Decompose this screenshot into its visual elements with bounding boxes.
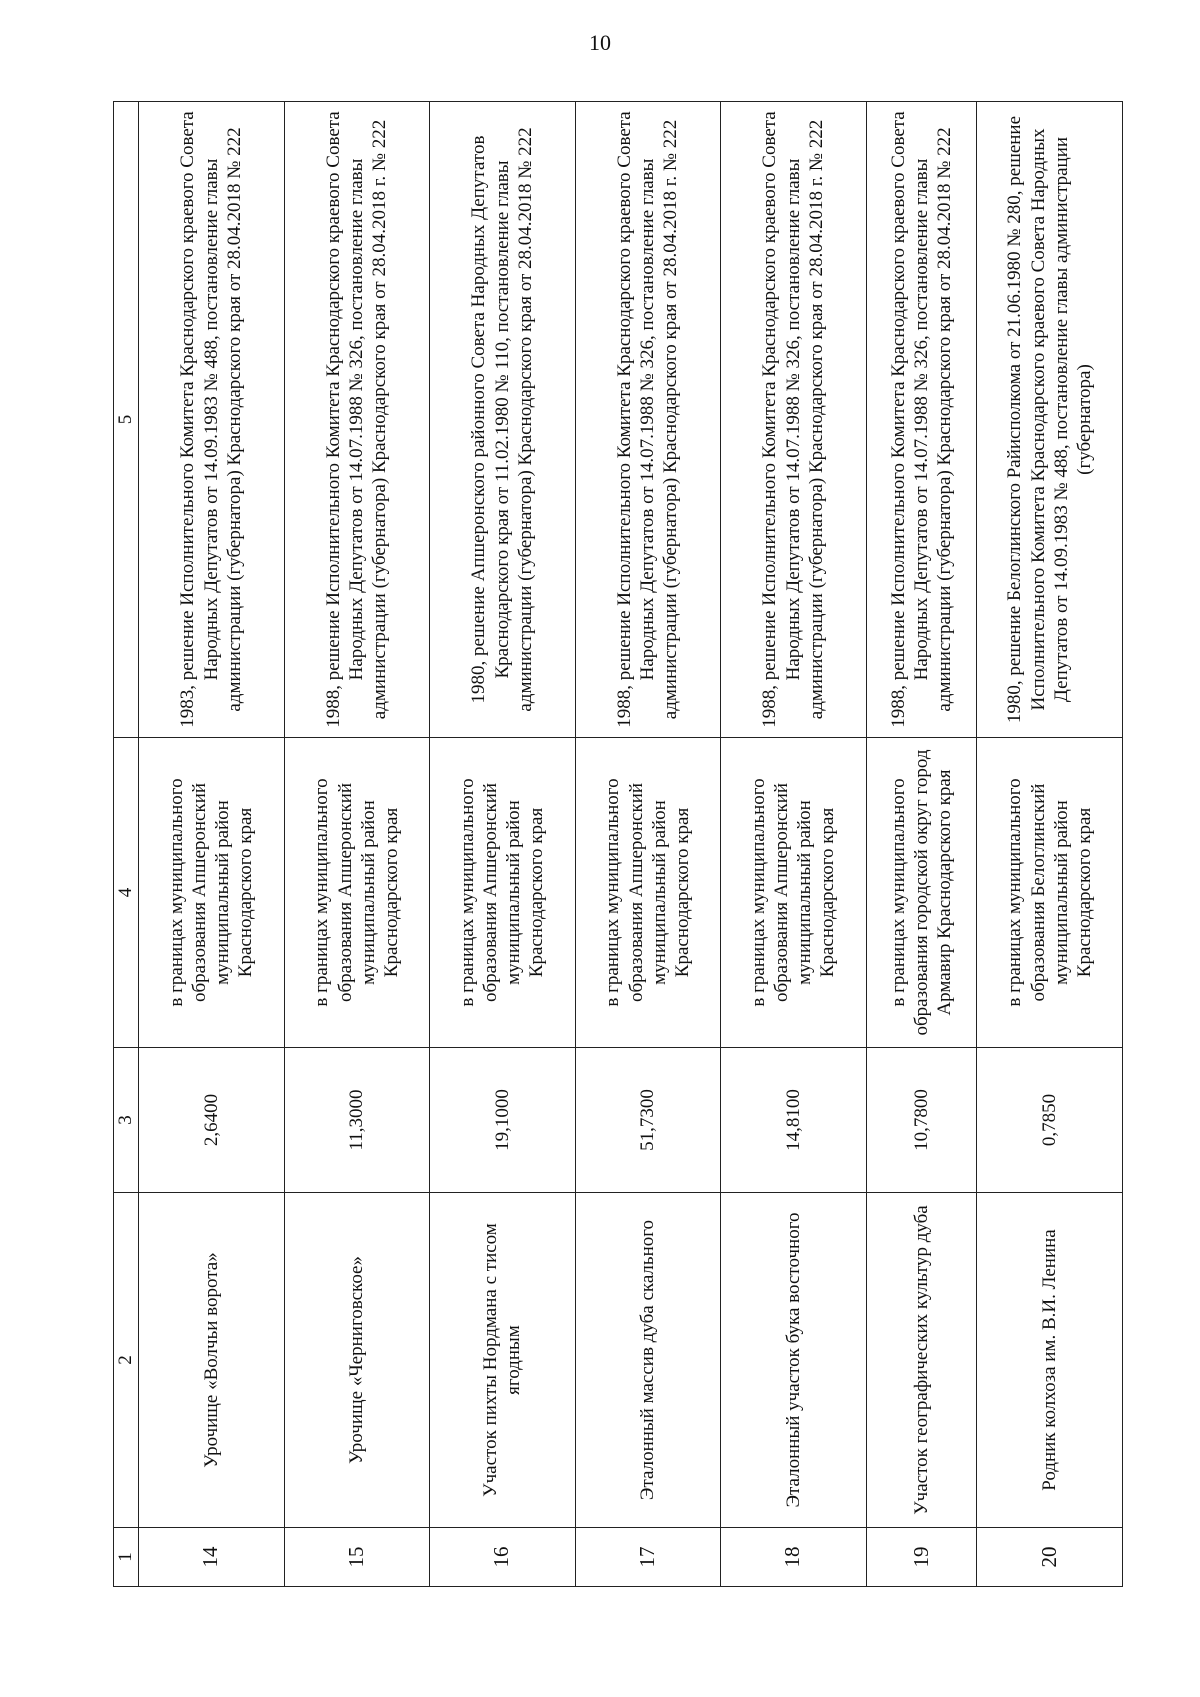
row-area: 14,8100 xyxy=(721,1048,867,1193)
row-location: в границах муниципального образования Апшеронский муниципальный район Краснодарского края xyxy=(721,738,867,1048)
row-document: 1988, решение Исполнительного Комитета Краснодарского краевого Совета Народных Депутатов от 14.07.1988 № 326, постановление главы администрации (губернатора) Краснодарского края от 28.04.2018 № 222 xyxy=(866,102,977,738)
table-row xyxy=(977,102,1123,1587)
table-row xyxy=(721,102,867,1587)
header-col-3: 3 xyxy=(114,1048,139,1193)
protected-areas-table xyxy=(113,101,1123,1587)
header-col-1: 1 xyxy=(114,1528,139,1587)
row-name: Родник колхоза им. В.И. Ленина xyxy=(977,1193,1123,1528)
row-number: 20 xyxy=(977,1528,1123,1587)
header-col-2: 2 xyxy=(114,1193,139,1528)
row-number: 17 xyxy=(575,1528,721,1587)
row-area: 2,6400 xyxy=(139,1048,285,1193)
row-location: в границах муниципального образования городской округ город Армавир Краснодарского края xyxy=(866,738,977,1048)
row-area: 19,1000 xyxy=(430,1048,576,1193)
table-row xyxy=(139,102,285,1587)
row-name: Эталонный участок бука восточного xyxy=(721,1193,867,1528)
row-number: 18 xyxy=(721,1528,867,1587)
row-number: 15 xyxy=(284,1528,430,1587)
row-name: Урочище «Черниговское» xyxy=(284,1193,430,1528)
row-name: Участок пихты Нордмана с тисом ягодным xyxy=(430,1193,576,1528)
row-area: 0,7850 xyxy=(977,1048,1123,1193)
row-document: 1980, решение Белоглинского Райисполкома от 21.06.1980 № 280, решение Исполнительного Комитета Краснодарского краевого Совета Народных Депутатов от 14.09.1983 № 488, постановление главы администрации (губернатора) xyxy=(977,102,1123,738)
row-location: в границах муниципального образования Апшеронский муниципальный район Краснодарского края xyxy=(284,738,430,1048)
row-area: 51,7300 xyxy=(575,1048,721,1193)
table-row xyxy=(866,102,977,1587)
row-number: 16 xyxy=(430,1528,576,1587)
header-col-4: 4 xyxy=(114,738,139,1048)
row-name: Участок географических культур дуба xyxy=(866,1193,977,1528)
table-frame xyxy=(113,102,1123,1587)
page-number: 10 xyxy=(589,30,611,55)
row-area: 11,3000 xyxy=(284,1048,430,1193)
row-document: 1988, решение Исполнительного Комитета Краснодарского краевого Совета Народных Депутатов от 14.07.1988 № 326, постановление главы администрации (губернатора) Краснодарского края от 28.04.2018 г. № 222 xyxy=(284,102,430,738)
table-row xyxy=(575,102,721,1587)
header-row xyxy=(114,102,139,1587)
table-row xyxy=(284,102,430,1587)
row-document: 1980, решение Апшеронского районного Совета Народных Депутатов Краснодарского края от 11.02.1980 № 110, постановление главы администрации (губернатора) Краснодарского края от 28.04.2018 № 222 xyxy=(430,102,576,738)
table-row xyxy=(430,102,576,1587)
row-location: в границах муниципального образования Апшеронский муниципальный район Краснодарского края xyxy=(575,738,721,1048)
row-number: 14 xyxy=(139,1528,285,1587)
row-number: 19 xyxy=(866,1528,977,1587)
header-col-5: 5 xyxy=(114,102,139,738)
row-name: Эталонный массив дуба скального xyxy=(575,1193,721,1528)
rotated-table-container xyxy=(113,102,1123,1587)
row-location: в границах муниципального образования Белоглинский муниципальный район Краснодарского края xyxy=(977,738,1123,1048)
row-location: в границах муниципального образования Апшеронский муниципальный район Краснодарского края xyxy=(430,738,576,1048)
row-document: 1988, решение Исполнительного Комитета Краснодарского краевого Совета Народных Депутатов от 14.07.1988 № 326, постановление главы администрации (губернатора) Краснодарского края от 28.04.2018 г. № 222 xyxy=(721,102,867,738)
row-location: в границах муниципального образования Апшеронский муниципальный район Краснодарского края xyxy=(139,738,285,1048)
row-document: 1988, решение Исполнительного Комитета Краснодарского краевого Совета Народных Депутатов от 14.07.1988 № 326, постановление главы администрации (губернатора) Краснодарского края от 28.04.2018 г. № 222 xyxy=(575,102,721,738)
row-document: 1983, решение Исполнительного Комитета Краснодарского краевого Совета Народных Депутатов от 14.09.1983 № 488, постановление главы администрации (губернатора) Краснодарского края от 28.04.2018 № 222 xyxy=(139,102,285,738)
row-area: 10,7800 xyxy=(866,1048,977,1193)
row-name: Урочище «Волчьи ворота» xyxy=(139,1193,285,1528)
